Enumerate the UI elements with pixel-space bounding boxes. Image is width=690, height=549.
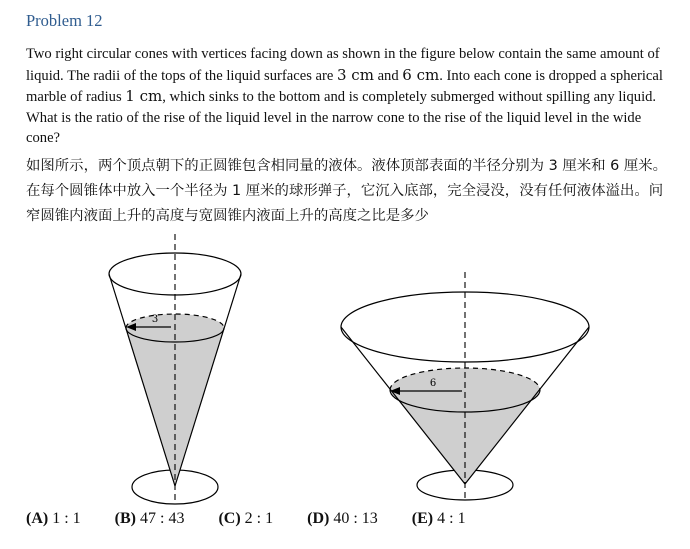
wide-radius-value: 6 cm <box>402 65 440 84</box>
choice-a-letter: (A) <box>26 510 49 527</box>
problem-title: Problem 12 <box>26 11 103 30</box>
statement-part-3: , which sinks to the bottom and is completely submerged without spilling any liquid. What is the ratio of the rise of the liquid level in the narrow cone to the rise of the liquid level in the wide cone? <box>26 89 657 146</box>
choice-b-letter: (B) <box>114 510 136 527</box>
cones-figure <box>0 228 690 508</box>
choice-b-value: 47 : 43 <box>140 510 185 527</box>
narrow-cone <box>109 234 241 504</box>
choice-a[interactable] <box>26 510 81 528</box>
statement-part-2: . Into each cone is dropped a spherical marble of radius <box>26 67 663 105</box>
choice-e-value: 4 : 1 <box>437 510 466 527</box>
choice-b[interactable] <box>115 510 185 528</box>
wide-radius-label: 6 <box>429 378 437 389</box>
choice-d-value: 40 : 13 <box>333 510 378 527</box>
statement-part-1: Two right circular cones with vertices facing down as shown in the figure below contain the same amount of liquid. The radii of the tops of the liquid surfaces are <box>26 46 660 84</box>
answer-choices <box>26 510 500 528</box>
narrow-radius-label: 3 <box>151 314 159 325</box>
choice-a-value: 1 : 1 <box>52 510 81 527</box>
choice-c[interactable] <box>218 510 273 528</box>
choice-e-letter: (E) <box>411 510 434 527</box>
statement-and: and <box>373 67 403 84</box>
choice-e[interactable] <box>412 510 466 528</box>
wide-cone <box>341 272 589 500</box>
choice-d-letter: (D) <box>307 510 330 527</box>
problem-statement-chinese: 如图所示，两个顶点朝下的正圆锥包含相同量的液体。液体顶部表面的半径分别为 3 厘米和 6 厘米。在每个圆锥体中放入一个半径为 1 厘米的球形弹子，它沉入底部，完全浸没，没有任何液体溢出。问窄圆锥内液面上升的高度与宽圆锥内液面上升的高度之比是多少 <box>26 158 668 224</box>
problem-statement-english <box>26 44 668 149</box>
choice-d[interactable] <box>307 510 378 528</box>
marble-radius-value: 1 cm <box>125 87 163 105</box>
choice-c-value: 2 : 1 <box>244 510 274 527</box>
choice-c-letter: (C) <box>218 510 241 527</box>
narrow-radius-value: 3 cm <box>336 65 374 84</box>
